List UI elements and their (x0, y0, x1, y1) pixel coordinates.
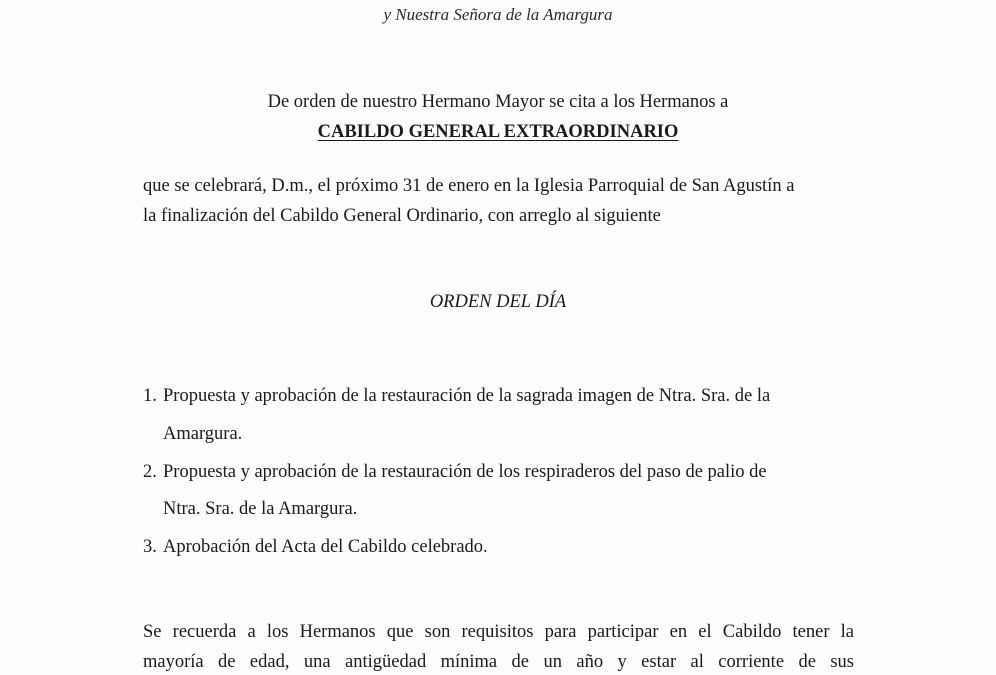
closing-line-2: mayoría de edad, una antigüedad mínima de un año y estar al corriente de sus (143, 652, 854, 672)
agenda-item-3 (143, 537, 488, 558)
agenda-item-number: 3. (143, 537, 157, 557)
agenda-item-number: 1. (143, 386, 157, 406)
body-line-1: que se celebrará, D.m., el próximo 31 de enero en la Iglesia Parroquial de San Agustín a (143, 176, 795, 196)
agenda-item-text: Propuesta y aprobación de la restauración de la sagrada imagen de Ntra. Sra. de la (163, 386, 771, 406)
closing-line-1: Se recuerda a los Hermanos que son requisitos para participar en el Cabildo tener la (143, 622, 854, 642)
agenda-item-2 (143, 462, 767, 483)
agenda-item-2-continued: Ntra. Sra. de la Amargura. (163, 499, 358, 519)
agenda-item-number: 2. (143, 462, 157, 482)
agenda-item-1-continued: Amargura. (163, 424, 243, 444)
agenda-item-1 (143, 386, 770, 407)
intro-text: De orden de nuestro Hermano Mayor se cita a los Hermanos a (267, 92, 729, 112)
header-subtitle: y Nuestra Señora de la Amargura (383, 5, 613, 24)
agenda-item-text: Propuesta y aprobación de la restauración de los respiraderos del paso de palio de (163, 462, 767, 482)
body-line-2: la finalización del Cabildo General Ordinario, con arreglo al siguiente (143, 206, 661, 226)
agenda-item-text: Aprobación del Acta del Cabildo celebrado. (163, 537, 488, 557)
cabildo-title: CABILDO GENERAL EXTRAORDINARIO (317, 122, 679, 142)
orden-del-dia-heading: ORDEN DEL DÍA (429, 292, 567, 312)
